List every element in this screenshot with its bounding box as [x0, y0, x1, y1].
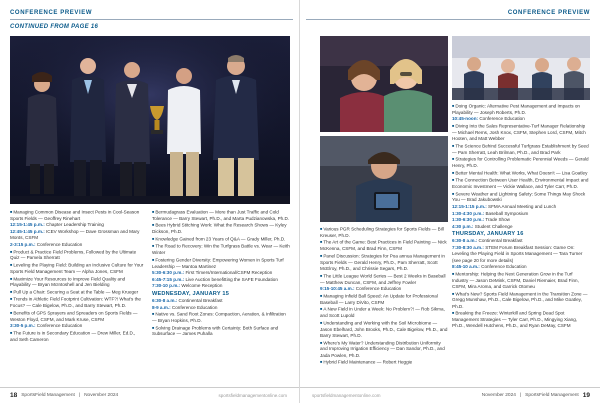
- issue-separator: |: [78, 393, 81, 398]
- session-item: ■ Bees Hybrid Stitching Work: What the Research Shows — Kyley Dickson, Ph.D.: [152, 222, 290, 235]
- left-footer: [0, 387, 299, 403]
- session-item: ■ Better Mental Health: What Works, What Doesn't — Lisa Goatley: [452, 170, 590, 177]
- schedule-item: 6:30-8 a.m.: Continental Breakfast: [452, 238, 523, 244]
- session-item: ■ Diving Into the Sales Representative-Turf Manager Relationship — Michael Rems, Josh Knox, CSFM, Stephen Lord, CSFM, Mitch Hooten, and Matt Webber: [452, 123, 590, 142]
- schedule-item: 12:15-1:45 p.m.: Chapter Leadership Training: [10, 222, 104, 228]
- schedule-item: 3:30-5 p.m.: Conference Education: [10, 323, 83, 329]
- publication-name: SportsField Management: [21, 393, 75, 398]
- panel-photo: [452, 36, 590, 100]
- session-item: ■ Managing Common Disease and Insect Pests in Cool-Season Sports Fields — Geoffrey Rinehart: [10, 209, 144, 222]
- left-column-2: [152, 209, 290, 338]
- session-item: ■ Mentorship: Helping the Next Generation Grow in the Turf Industry — Jason DeMink, CSFM, Daniel Riemaier, Brad Finn, CSFM, Mira Aroma, and Garrick Otomeu: [452, 271, 590, 290]
- session-item: ■ Fostering Gender Diversity: Empowering Women in Sports Turf Leadership — Mantoa Martinez: [152, 257, 290, 270]
- right-page: [300, 0, 600, 403]
- session-item: ■ Strategies for Controlling Problematic Perennial Weeds — Gerald Henry, Ph.D.: [452, 156, 590, 169]
- session-item: ■ Bermudagrass Evaluation — More than Just Traffic and Cold Tolerance — Barry Stewart, Ph.D., and Marta Pudzianowska, Ph.D.: [152, 209, 290, 222]
- schedule-item: 7:30-8:30 a.m.: STEM Forum Breakfast Session: Game On: Leveling the Playing Field in Sports Management — Tara Turner (see page 20 for more details): [452, 244, 583, 263]
- section-header-right: CONFERENCE PREVIEW: [306, 6, 590, 20]
- website-url[interactable]: sportsfieldmanagementonline.com: [312, 393, 381, 398]
- session-item: ■ Various PGR Scheduling Strategies for Sports Fields — Bill Kreuser, Ph.D.: [320, 226, 448, 239]
- session-item: ■ Trends in Athletic Field Footprint Cultivation: WTF?! What's the Focus? — Cale Bigelow, Ph.D., and Barry Stewart, Ph.D.: [10, 296, 144, 309]
- award-photo-image: [10, 36, 290, 204]
- schedule-item: 5:30-6:30 p.m.: First Timers/International/CSFM Reception: [152, 270, 273, 276]
- session-item: ■ Knowledge Gained from 23 Years of Q&A — Grady Miller, Ph.D.: [152, 236, 290, 243]
- session-item: ■ A New Field in Under a Week: No Problem?! — Rob Sikma, and Scott Lupold: [320, 306, 448, 319]
- schedule-item: 1:30-6:30 p.m.: Trade Show: [452, 217, 510, 223]
- session-item: ■ The Little League World Series — Best 2 Weeks in Baseball — Matthew Duncan, CSFM, and Jeffrey Fowler: [320, 273, 448, 286]
- schedule-item: 12:45-1:45 p.m.: ICEV Workshop — Dave Grossman and Mary Monts, CSFM: [10, 229, 140, 241]
- schedule-item: 4:30 p.m.: Student Challenge: [452, 223, 513, 229]
- session-item: ■ Doing Organic: Alternative Pest Management and Impacts on Playability — Joseph Roberts, Ph.D.: [452, 103, 590, 116]
- right-column-2: [452, 103, 590, 330]
- session-item: ■ The Art of the Game: Best Practices in Field Painting — Nick McKenna, CSFM, and Brad Finn, CSFM: [320, 239, 448, 252]
- day-heading: WEDNESDAY, JANUARY 15: [152, 290, 230, 297]
- session-item: ■ Benefits of GPS Sprayers and Spreaders on Sports Fields — Weston Floyd, CSFM, and Mark Kruse, CSFM: [10, 310, 144, 323]
- left-column-1: [10, 209, 144, 343]
- website-url[interactable]: sportsfieldmanagementonline.com: [218, 393, 287, 398]
- session-item: ■ Severe Weather and Lightning Safety: Some Things May Shock You — Brad Jakubowski: [452, 191, 590, 204]
- schedule-item: 12:15-1:15 p.m.: SFMA Annual Meeting and Lunch: [452, 203, 557, 209]
- right-footer: [300, 387, 600, 403]
- issue-date: November 2024: [481, 393, 516, 398]
- attendee-tablet-image: [320, 136, 448, 222]
- session-item: ■ Solving Drainage Problems with Certainty: Both Surface and Subsurface — James Puhalla: [152, 325, 290, 338]
- schedule-item: 10:45-noon: Conference Education: [452, 116, 525, 122]
- session-item: ■ Breaking the Freeze: Winterkill and Spring Dead Spot Management Strategies — Tyler Carr, Ph.D., Mingying Xiang, Ph.D., Wendell Hutchens, Ph.D., and Ryan DeMay, CSFM: [452, 310, 590, 329]
- session-item: ■ Where's My Water? Understanding Distribution Uniformity and Improving Irrigation Efficiency — Dan Sandor, Ph.D., and Jada Powlen, Ph.D.: [320, 340, 448, 359]
- schedule-item: 6:45-7:15 p.m.: Live Auction benefitting the SAFE Foundation: [152, 276, 278, 282]
- session-item: ■ The Science Behind Successful Turfgrass Establishment by Seed — Pam Sherratt, Leah Brilman, Ph.D., and Brad Park: [452, 143, 590, 156]
- schedule-item: 9:15-10:45 a.m.: Conference Education: [320, 286, 402, 292]
- continued-note: CONTINUED FROM PAGE 16: [10, 24, 99, 30]
- attendees-photo-image: [320, 36, 448, 132]
- publication-name: SportsField Management: [525, 393, 579, 398]
- schedule-item: 7:30-10 p.m.: Welcome Reception: [152, 283, 223, 289]
- issue-date: November 2024: [84, 393, 119, 398]
- right-column-1: [320, 226, 448, 367]
- session-item: ■ The Future is in Secondary Education — Drew Miller, Ed.D., and Seth Cameron: [10, 330, 144, 343]
- schedule-item: 2-3:15 p.m.: Conference Education: [10, 241, 83, 247]
- issue-separator: |: [519, 393, 522, 398]
- session-item: ■ Native vs. Sand Root Zones: Compaction, Aeration, & Infiltration — Bryan Hopkins, Ph.D.: [152, 311, 290, 324]
- session-item: ■ Understanding and Working with the Soil Microbiome — Jason Ebelhard, John Brooks, Ph.D., Cale Bigelow, Ph.D., and Barry Stewart, Ph.D.: [320, 320, 448, 339]
- session-item: ■ The Road to Recovery: Win the Turfgrass Battle vs. Wear — Keith Winter: [152, 243, 290, 256]
- section-header-left: CONFERENCE PREVIEW: [10, 6, 293, 20]
- session-item: ■ Product & Practice Field Problems, Followed by the Ultimate Quiz — Pamela Sherratt: [10, 249, 144, 262]
- panel-photo-image: [452, 36, 590, 100]
- award-group-photo: [10, 36, 290, 204]
- page-number: 19: [582, 392, 590, 399]
- session-item: ■ Managing Infield Ball Speed: An Update for Professional Baseball — Larry DiVito, CSFM: [320, 293, 448, 306]
- schedule-item: 6:30-8 a.m.: Continental Breakfast: [152, 297, 223, 303]
- session-item: ■ The Connection Between User Health, Environmental Impact and Economic Investment — Vickie Wallace, and Tyler Carr, Ph.D.: [452, 177, 590, 190]
- session-item: ■ Maximize Your Resources to Improve Field Quality and Playability — Bryan McIntoshell and Jen Bielding: [10, 276, 144, 289]
- session-item: ■ What's New? Sports Field Management in the Transition Zone — Gregg Munshaw, Ph.D., Cale Bigelow, Ph.D., and Mike Goatley, Ph.D.: [452, 291, 590, 310]
- schedule-item: 8-9 a.m.: Conference Education: [152, 304, 218, 310]
- page-number: 18: [10, 392, 18, 399]
- schedule-item: 1:30-4:30 p.m.: Baseball Symposium: [452, 210, 529, 216]
- session-item: ■ Pull Up a Chair: Securing a Seat at the Table — Meg Krueger: [10, 289, 144, 296]
- session-item: ■ Panel Discussion: Strategies for Poa annua Management in Sports Fields — Gerald Henry, Ph.D., Pam Sherratt, Scott McElroy, Ph.D., and Chrissie Segars, Ph.D.: [320, 253, 448, 272]
- attendee-tablet-photo: [320, 136, 448, 222]
- session-item: ■ Hybrid Field Maintenance — Robert Heggie: [320, 359, 448, 366]
- day-heading: THURSDAY, JANUARY 16: [452, 231, 524, 238]
- schedule-item: 8:45-10 a.m.: Conference Education: [452, 264, 527, 270]
- session-item: ■ Leveling the Playing Field: Building an Inclusive Culture for Your Sports Field Management Team — Alpha Jones, CSFM: [10, 262, 144, 275]
- attendees-photo: [320, 36, 448, 132]
